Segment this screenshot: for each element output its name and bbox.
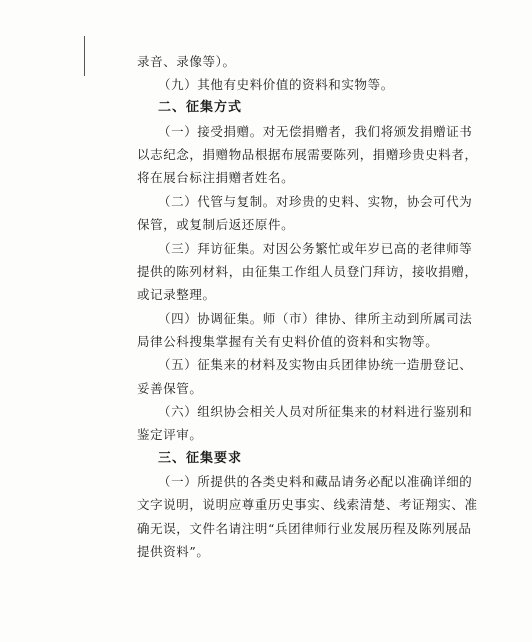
text-line-11: 或记录整理。 bbox=[137, 287, 216, 302]
text-line-20: 文字说明，说明应尊重历史事实、线索清楚、考证翔实、准 bbox=[137, 497, 478, 512]
section-heading-2: 二、征集方式 bbox=[158, 100, 243, 115]
margin-line bbox=[84, 36, 85, 76]
text-line-8: 保管，或复制后返还原件。 bbox=[137, 217, 295, 232]
text-line-15: 妥善保管。 bbox=[137, 381, 203, 396]
text-line-2: （九）其他有史料价值的资料和实物等。 bbox=[158, 77, 394, 92]
text-line-1: 录音、录像等）。 bbox=[137, 54, 236, 69]
text-line-16: （六）组织协会相关人员对所征集来的材料进行鉴别和 bbox=[158, 404, 473, 419]
text-line-10: 提供的陈列材料，由征集工作组人员登门拜访，接收捐赠， bbox=[137, 264, 478, 279]
text-line-7: （二）代管与复制。对珍贵的史料、实物，协会可代为 bbox=[158, 194, 473, 209]
text-line-5: 以志纪念，捐赠物品根据布展需要陈列，捐赠珍贵史料者， bbox=[137, 147, 478, 162]
text-line-21: 确无误，文件名请注明“兵团律师行业发展历程及陈列展品 bbox=[137, 521, 472, 536]
text-line-13: 局律公科搜集掌握有关有史料价值的资料和实物等。 bbox=[137, 334, 439, 349]
text-line-6: 将在展台标注捐赠者姓名。 bbox=[137, 170, 295, 185]
section-heading-3: 三、征集要求 bbox=[158, 451, 243, 466]
text-line-17: 鉴定评审。 bbox=[137, 427, 203, 442]
text-line-19: （一）所提供的各类史料和藏品请务必配以准确详细的 bbox=[158, 474, 473, 489]
text-line-4: （一）接受捐赠。对无偿捐赠者，我们将颁发捐赠证书 bbox=[158, 124, 473, 139]
text-line-12: （四）协调征集。师（市）律协、律所主动到所属司法 bbox=[158, 311, 473, 326]
text-line-14: （五）征集来的材料及实物由兵团律协统一造册登记、 bbox=[158, 357, 473, 372]
text-line-22: 提供资料”。 bbox=[137, 544, 210, 559]
text-line-9: （三）拜访征集。对因公务繁忙或年岁已高的老律师等 bbox=[158, 241, 473, 256]
